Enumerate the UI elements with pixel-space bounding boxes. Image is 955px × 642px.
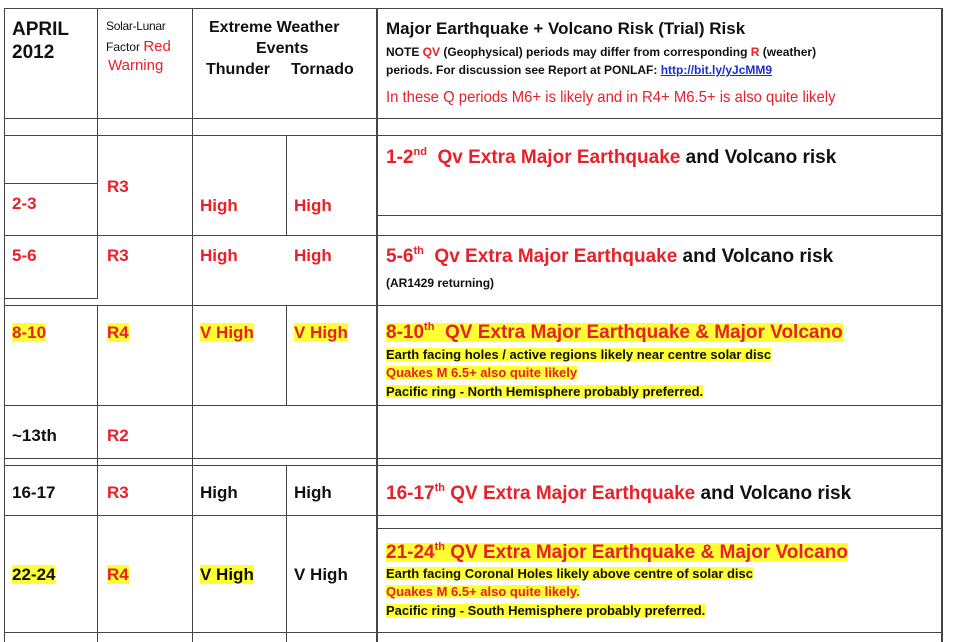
row6-factor-text: R4 <box>107 565 129 584</box>
row5-risk-date: 16-17 <box>386 483 435 504</box>
header-factor-red <box>106 39 171 54</box>
header-month: APRIL <box>12 19 69 40</box>
row2-risk-sup: th <box>413 245 424 257</box>
row2-factor: R3 <box>107 246 129 265</box>
row-line-r1 <box>4 183 98 184</box>
row5-factor: R3 <box>107 483 129 502</box>
row4-date: ~13th <box>12 426 57 445</box>
header-note-line2 <box>386 64 772 76</box>
row6-detail1: Earth facing Coronal Holes likely above centre of solar disc <box>386 566 754 581</box>
row6-risk-sup: th <box>434 541 445 553</box>
row6-risk-title <box>386 543 848 562</box>
row1-date: 2-3 <box>12 194 37 213</box>
row-line-bottom <box>4 632 942 633</box>
row3-thunder <box>200 324 254 341</box>
col-divider-1b <box>97 305 98 642</box>
row2-tornado: High <box>294 246 332 265</box>
row3-detail3: Pacific ring - North Hemisphere probably preferred. <box>386 384 704 399</box>
header-factor-label: Factor <box>106 40 144 54</box>
row2-date: 5-6 <box>12 246 37 265</box>
row1-risk-date: 1-2 <box>386 147 414 168</box>
border-left <box>4 8 5 642</box>
row5-risk-black: and Volcano risk <box>695 483 852 504</box>
row3-tornado <box>294 324 348 341</box>
row-line-r4 <box>4 405 942 406</box>
note-qv: QV <box>422 45 441 59</box>
header-note-line1 <box>386 46 816 58</box>
col-divider-1 <box>97 8 98 298</box>
row3-factor <box>107 324 129 341</box>
note-r: R <box>750 45 760 59</box>
row2-note: (AR1429 returning) <box>386 276 495 290</box>
row3-thunder-text: V High <box>200 323 254 342</box>
header-events: Events <box>256 40 309 57</box>
row6-tornado: V High <box>294 565 348 584</box>
row3-tornado-text: V High <box>294 323 348 342</box>
row1-factor: R3 <box>107 177 129 196</box>
row1-risk <box>386 148 836 167</box>
note-suffix: (weather) <box>759 45 817 59</box>
header-thunder: Thunder <box>206 61 270 78</box>
row5-thunder: High <box>200 483 238 502</box>
row-line-r6 <box>4 515 942 516</box>
col-divider-3 <box>286 136 287 236</box>
row6-thunder <box>200 566 254 583</box>
row3-risk-rest: QV Extra Major Earthquake & Major Volcano <box>434 322 843 343</box>
row2-thunder: High <box>200 246 238 265</box>
row-line-r5b <box>4 465 942 466</box>
border-top <box>4 8 942 9</box>
row-line-r1b <box>377 215 942 216</box>
header-solar-lunar: Solar-Lunar <box>106 19 166 33</box>
row3-detail2: Quakes M 6.5+ also quite likely <box>386 365 578 380</box>
ponlaf-link[interactable]: http://bit.ly/yJcMM9 <box>660 63 773 77</box>
header-year: 2012 <box>12 42 55 63</box>
row6-thunder-text: V High <box>200 565 254 584</box>
row6-risk-rest: QV Extra Major Earthquake & Major Volcano <box>445 542 848 563</box>
row6-date <box>12 566 55 583</box>
row-line-r6b <box>377 528 942 529</box>
row-line-header <box>4 118 942 119</box>
note-prefix: NOTE <box>386 45 423 59</box>
row1-risk-black: and Volcano risk <box>680 147 837 168</box>
row-line-r5 <box>4 458 942 459</box>
row-line-r3b <box>4 305 942 306</box>
row5-risk-red: QV Extra Major Earthquake <box>445 483 696 504</box>
header-red-label: Red <box>143 38 171 55</box>
note-middle: (Geophysical) periods may differ from corresponding <box>440 45 751 59</box>
row3-date-text: 8-10 <box>12 323 47 342</box>
border-right <box>941 8 943 642</box>
row1-thunder: High <box>200 196 238 215</box>
header-risk-title: Major Earthquake + Volcano Risk (Trial) Risk <box>386 19 746 38</box>
row6-risk-date: 21-24 <box>386 542 435 563</box>
header-extreme-weather: Extreme Weather <box>209 19 340 36</box>
col-divider-2 <box>192 8 193 642</box>
row5-risk-sup: th <box>434 482 445 494</box>
row-line-spacer <box>4 135 942 136</box>
row6-detail3: Pacific ring - South Hemisphere probably preferred. <box>386 603 706 618</box>
header-warning-label: Warning <box>108 57 164 74</box>
row4-factor: R2 <box>107 426 129 445</box>
row5-tornado: High <box>294 483 332 502</box>
row3-risk-date: 8-10 <box>386 322 425 343</box>
row3-factor-text: R4 <box>107 323 129 342</box>
row5-date: 16-17 <box>12 483 56 502</box>
row-line-r3 <box>4 298 98 299</box>
header-q-periods: In these Q periods M6+ is likely and in R4+ M6.5+ is also quite likely <box>386 89 836 106</box>
row6-detail2: Quakes M 6.5+ also quite likely. <box>386 584 580 599</box>
row1-tornado: High <box>294 196 332 215</box>
header-tornado: Tornado <box>291 61 354 78</box>
col-divider-3c <box>286 465 287 642</box>
row6-date-text: 22-24 <box>12 565 56 584</box>
row1-risk-sup: nd <box>413 146 427 158</box>
row1-risk-red: Qv Extra Major Earthquake <box>426 147 681 168</box>
row5-risk <box>386 484 851 503</box>
row3-detail1: Earth facing holes / active regions likely near centre solar disc <box>386 347 772 362</box>
row2-risk-black: and Volcano risk <box>677 246 834 267</box>
row2-risk-red: Qv Extra Major Earthquake <box>423 246 678 267</box>
note-report: periods. For discussion see Report at PONLAF: <box>386 63 661 77</box>
col-divider-main <box>376 8 378 642</box>
col-divider-3b <box>286 305 287 405</box>
row2-risk-date: 5-6 <box>386 246 414 267</box>
row3-risk-title <box>386 323 843 342</box>
row3-risk-sup: th <box>424 321 435 333</box>
row2-risk <box>386 247 833 266</box>
row6-factor <box>107 566 129 583</box>
row-line-r2 <box>4 235 942 236</box>
row3-date <box>12 324 46 341</box>
